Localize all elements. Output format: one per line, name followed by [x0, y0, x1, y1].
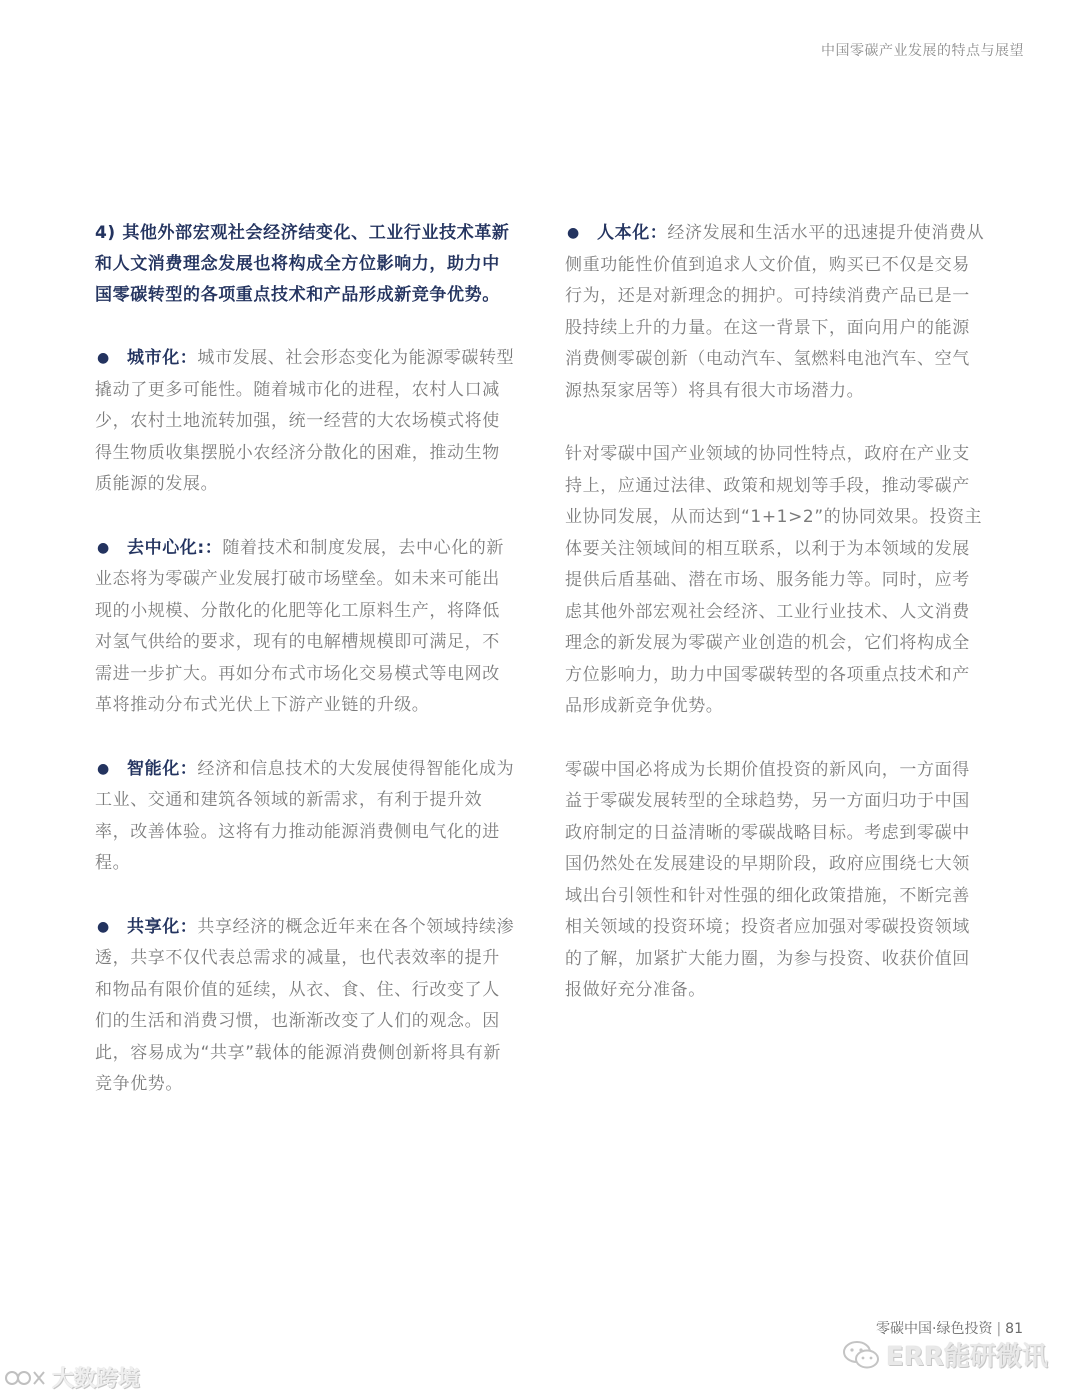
footer-separator: | [996, 1321, 1002, 1337]
bullet-decentralization [95, 533, 515, 722]
paragraph-synergy: 针对零碳中国产业领域的协同性特点，政府在产业支持上，应通过法律、政策和规划等手段，推动零碳产业协同发展，从而达到“1+1>2”的协同效果。投资主体要关注领域间的相互联系，以利于为本领域的发展提供后盾基础、潜在市场、服务能力等。同时，应考虑其他外部宏观社会经济、工业行业技术、人文消费理念的新发展为零碳产业创造的机会，它们将构成全方位影响力，助力中国零碳转型的各项重点技术和产品形成新竞争优势。 [565, 444, 983, 716]
bullet-term: 人本化： [597, 223, 668, 243]
bullet-dot-icon: ● [97, 918, 110, 935]
bullet-dot-icon: ● [567, 225, 580, 241]
footer-title: 零碳中国·绿色投资 [876, 1321, 993, 1337]
brand-logo-icon [4, 1366, 48, 1390]
page-number: 81 [1005, 1321, 1023, 1337]
right-column [565, 218, 985, 1039]
bullet-dot-icon: ● [97, 760, 110, 777]
bullet-sharing [95, 912, 515, 1101]
bullet-urbanization [95, 343, 515, 501]
bullet-term: 去中心化:： [127, 537, 223, 558]
bullet-text: 共享经济的概念近年来在各个领域持续渗透，共享不仅代表总需求的减量，也代表效率的提升和物品有限价值的延续，从衣、食、住、行改变了人们的生活和消费习惯，也渐渐改变了人们的观念。因此，容易成为“共享”载体的能源消费侧创新将具有新竞争优势。 [95, 916, 515, 1094]
bullet-dot-icon: ● [97, 350, 110, 366]
source-watermark [4, 1362, 140, 1393]
wechat-watermark [842, 1336, 1048, 1373]
bullet-humanization [565, 218, 985, 407]
page-footer [876, 1318, 1023, 1338]
bullet-term: 共享化： [127, 916, 198, 937]
watermark-text: 大数跨境 [52, 1367, 141, 1392]
bullet-text: 经济发展和生活水平的迅速提升使消费从侧重功能性价值到追求人文价值，购买已不仅是交易行为，还是对新理念的拥护。可持续消费产品已是一股持续上升的力量。在这一背景下，面向用户的能源消费侧零碳创新（电动汽车、氢燃料电池汽车、空气源热泵家居等）将具有很大市场潜力。 [565, 223, 985, 401]
bullet-text: 城市发展、社会形态变化为能源零碳转型撬动了更多可能性。随着城市化的进程，农村人口减少，农村土地流转加强，统一经营的大农场模式将使得生物质收集摆脱小农经济分散化的困难，推动生物质能源的发展。 [95, 348, 515, 494]
wechat-icon [842, 1340, 880, 1370]
paragraph-investment: 零碳中国必将成为长期价值投资的新风向，一方面得益于零碳发展转型的全球趋势，另一方面归功于中国政府制定的日益清晰的零碳战略目标。考虑到零碳中国仍然处在发展建设的早期阶段，政府应围绕七大领域出台引领性和针对性强的细化政策措施，不断完善相关领域的投资环境；投资者应加强对零碳投资领域的了解，加紧扩大能力圈，为参与投资、收获价值回报做好充分准备。 [565, 759, 970, 1000]
left-column [95, 218, 515, 1133]
running-header: 中国零碳产业发展的特点与展望 [821, 43, 1024, 59]
bullet-term: 城市化： [127, 348, 198, 368]
bullet-term: 智能化： [127, 758, 198, 779]
bullet-dot-icon: ● [97, 539, 110, 556]
watermark-text: ERR能研微讯 [886, 1342, 1048, 1372]
bullet-text: 随着技术和制度发展，去中心化的新业态将为零碳产业发展打破市场壁垒。如未来可能出现的小规模、分散化的化肥等化工原料生产，将降低对氢气供给的要求，现有的电解槽规模即可满足，不需进一步扩大。再如分布式市场化交易模式等电网改革将推动分布式光伏上下游产业链的升级。 [95, 537, 505, 715]
section-lead: 4) 其他外部宏观社会经济结变化、工业行业技术革新和人文消费理念发展也将构成全方位影响力，助力中国零碳转型的各项重点技术和产品形成新竞争优势。 [95, 223, 510, 305]
bullet-text: 经济和信息技术的大发展使得智能化成为工业、交通和建筑各领域的新需求，有利于提升效率，改善体验。这将有力推动能源消费侧电气化的进程。 [95, 758, 515, 873]
bullet-intelligence [95, 754, 515, 880]
